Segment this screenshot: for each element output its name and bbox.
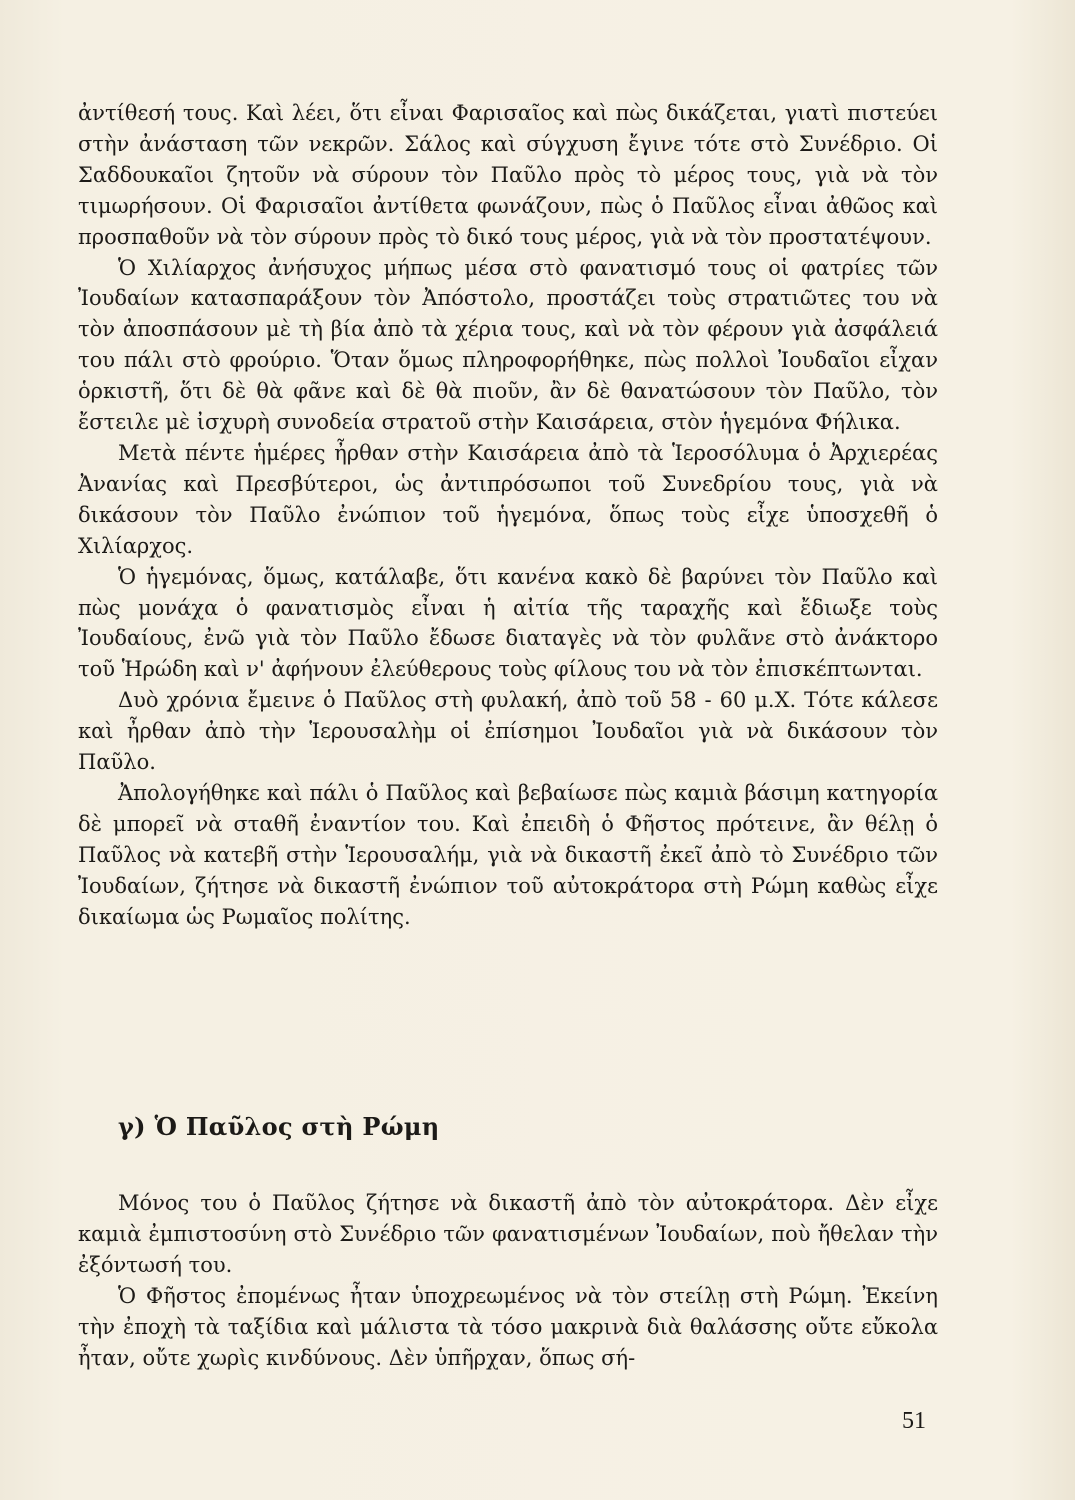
page-number: 51 <box>902 1408 926 1434</box>
body-text-upper <box>78 98 938 932</box>
paragraph-2: Ὁ Χιλίαρχος ἀνήσυχος μήπως μέσα στὸ φανατισμό τους οἱ φατρίες τῶν Ἰουδαίων κατασπαράξουν τὸν Ἀπόστολο, προστάζει τοὺς στρατιῶτες του νὰ τὸν ἀποσπάσουν μὲ τὴ βία ἀπὸ τὰ χέρια τους, καὶ νὰ τὸν φέρουν γιὰ ἀσφάλειά του πάλι στὸ φρούριο. Ὅταν ὅμως πληροφορήθηκε, πὼς πολλοὶ Ἰουδαῖοι εἶχαν ὁρκιστῆ, ὅτι δὲ θὰ φᾶνε καὶ δὲ θὰ πιοῦν, ἂν δὲ θανατώσουν τὸν Παῦλο, τὸν ἔστειλε μὲ ἰσχυρὴ συνοδεία στρατοῦ στὴν Καισάρεια, στὸν ἡγεμόνα Φήλικα. <box>78 255 938 435</box>
section-heading: γ) Ὁ Παῦλος στὴ Ρώμη <box>118 1112 440 1141</box>
paragraph-4: Ὁ ἡγεμόνας, ὅμως, κατάλαβε, ὅτι κανένα κακὸ δὲ βαρύνει τὸν Παῦλο καὶ πὼς μονάχα ὁ φανατισμὸς εἶναι ἡ αἰτία τῆς ταραχῆς καὶ ἔδιωξε τοὺς Ἰουδαίους, ἐνῶ γιὰ τὸν Παῦλο ἔδωσε διαταγὲς νὰ τὸν φυλᾶνε στὸ ἀνάκτορο τοῦ Ἡρώδη καὶ ν' ἀφήνουν ἐλεύθερους τοὺς φίλους του νὰ τὸν ἐπισκέπτωνται. <box>78 564 938 682</box>
paragraph-3: Μετὰ πέντε ἡμέρες ἦρθαν στὴν Καισάρεια ἀπὸ τὰ Ἱεροσόλυμα ὁ Ἀρχιερέας Ἀνανίας καὶ Πρεσβύτεροι, ὡς ἀντιπρόσωποι τοῦ Συνεδρίου τους, γιὰ νὰ δικάσουν τὸν Παῦλο ἐνώπιον τοῦ ἡγεμόνα, ὅπως τοὺς εἶχε ὑποσχεθῆ ὁ Χιλίαρχος. <box>78 440 938 558</box>
paragraph-8: Ὁ Φῆστος ἐπομένως ἦταν ὑποχρεωμένος νὰ τὸν στείλῃ στὴ Ρώμη. Ἐκείνη τὴν ἐποχὴ τὰ ταξίδια καὶ μάλιστα τὰ τόσο μακρινὰ διὰ θαλάσσης οὔτε εὔκολα ἦταν, οὔτε χωρὶς κινδύνους. Δὲν ὑπῆρχαν, ὅπως σή- <box>78 1284 938 1370</box>
paragraph-5: Δυὸ χρόνια ἔμεινε ὁ Παῦλος στὴ φυλακή, ἀπὸ τοῦ 58 - 60 μ.Χ. Τότε κάλεσε καὶ ἦρθαν ἀπὸ τὴν Ἱερουσαλὴμ οἱ ἐπίσημοι Ἰουδαῖοι γιὰ νὰ δικάσουν τὸν Παῦλο. <box>78 688 938 775</box>
paragraph-6: Ἀπολογήθηκε καὶ πάλι ὁ Παῦλος καὶ βεβαίωσε πὼς καμιὰ βάσιμη κατηγορία δὲ μπορεῖ νὰ σταθῆ ἐναντίον του. Καὶ ἐπειδὴ ὁ Φῆστος πρότεινε, ἂν θέλῃ ὁ Παῦλος νὰ κατεβῆ στὴν Ἱερουσαλήμ, γιὰ νὰ δικαστῆ ἐκεῖ ἀπὸ τὸ Συνέδριο τῶν Ἰουδαίων, ζήτησε νὰ δικαστῆ ἐνώπιον τοῦ αὐτοκράτορα στὴ Ρώμη καθὼς εἶχε δικαίωμα ὡς Ρωμαῖος πολίτης. <box>78 780 938 929</box>
paragraph-1: ἀντίθεσή τους. Καὶ λέει, ὅτι εἶναι Φαρισαῖος καὶ πὼς δικάζεται, γιατὶ πιστεύει στὴν ἀνάσταση τῶν νεκρῶν. Σάλος καὶ σύγχυση ἔγινε τότε στὸ Συνέδριο. Οἱ Σαδδουκαῖοι ζητοῦν νὰ σύρουν τὸν Παῦλο πρὸς τὸ μέρος τους, γιὰ νὰ τὸν τιμωρήσουν. Οἱ Φαρισαῖοι ἀντίθετα φωνάζουν, πὼς ὁ Παῦλος εἶναι ἀθῶος καὶ προσπαθοῦν νὰ τὸν σύρουν πρὸς τὸ δικό τους μέρος, γιὰ νὰ τὸν προστατέψουν. <box>78 101 938 249</box>
body-text-lower <box>78 1188 938 1374</box>
paragraph-7: Μόνος του ὁ Παῦλος ζήτησε νὰ δικαστῆ ἀπὸ τὸν αὐτοκράτορα. Δὲν εἶχε καμιὰ ἐμπιστοσύνη στὸ Συνέδριο τῶν φανατισμένων Ἰουδαίων, ποὺ ἤθελαν τὴν ἐξόντωσή του. <box>78 1191 938 1277</box>
